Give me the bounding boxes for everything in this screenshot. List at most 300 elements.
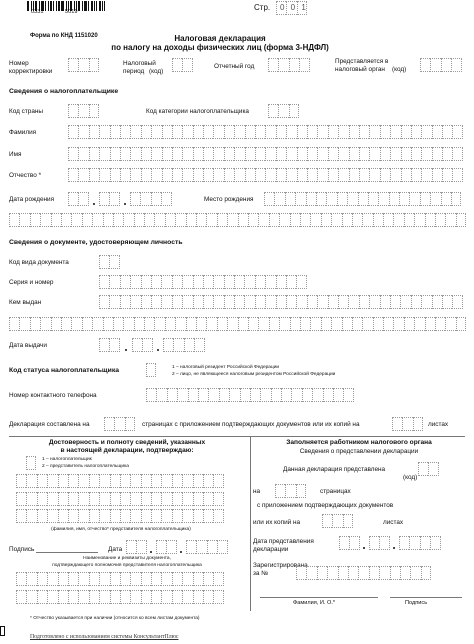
input-cell[interactable] [224, 168, 234, 182]
input-cell[interactable] [323, 388, 333, 402]
input-cell[interactable] [151, 492, 161, 506]
input-cell[interactable] [78, 590, 88, 604]
input-cell[interactable] [110, 572, 120, 586]
input-cell[interactable] [456, 213, 466, 227]
phone-cells[interactable] [146, 388, 354, 402]
input-cell[interactable] [248, 213, 258, 227]
input-cell[interactable] [26, 492, 36, 506]
input-cell[interactable] [193, 492, 203, 506]
representative-name-cells-3[interactable] [16, 509, 224, 523]
input-cell[interactable] [78, 474, 88, 488]
input-cell[interactable] [306, 192, 316, 206]
input-cell[interactable] [130, 474, 140, 488]
input-cell[interactable] [352, 213, 362, 227]
input-cell[interactable] [390, 125, 400, 139]
input-cell[interactable] [182, 492, 192, 506]
representative-name-cells-2[interactable] [16, 492, 224, 506]
input-cell[interactable] [380, 295, 390, 309]
input-cell[interactable] [172, 509, 182, 523]
input-cell[interactable] [151, 275, 161, 289]
input-cell[interactable] [442, 147, 452, 161]
input-cell[interactable] [343, 514, 353, 528]
input-cell[interactable] [151, 509, 161, 523]
input-cell[interactable] [37, 492, 47, 506]
input-cell[interactable] [103, 213, 113, 227]
input-cell[interactable] [400, 566, 410, 580]
input-cell[interactable] [89, 590, 99, 604]
input-cell[interactable] [260, 388, 270, 402]
input-cell[interactable] [89, 509, 99, 523]
input-cell[interactable] [144, 317, 154, 331]
input-cell[interactable] [248, 317, 258, 331]
signature-line[interactable] [36, 552, 98, 553]
input-cell[interactable] [126, 540, 136, 554]
input-cell[interactable] [177, 388, 187, 402]
input-cell[interactable] [47, 590, 57, 604]
input-cell[interactable] [238, 213, 248, 227]
input-cell[interactable] [278, 58, 288, 72]
input-cell[interactable] [78, 509, 88, 523]
input-cell[interactable] [420, 536, 430, 550]
input-cell[interactable] [421, 125, 431, 139]
input-cell[interactable] [40, 317, 50, 331]
input-cell[interactable] [172, 275, 182, 289]
input-cell[interactable] [186, 213, 196, 227]
input-cell[interactable] [451, 58, 461, 72]
input-cell[interactable] [234, 275, 244, 289]
input-cell[interactable] [113, 213, 123, 227]
input-cell[interactable] [68, 147, 78, 161]
input-cell[interactable] [68, 168, 78, 182]
input-cell[interactable] [338, 168, 348, 182]
input-cell[interactable] [240, 388, 250, 402]
input-cell[interactable] [276, 147, 286, 161]
input-cell[interactable] [203, 147, 213, 161]
input-cell[interactable] [255, 295, 265, 309]
input-cell[interactable] [279, 317, 289, 331]
input-cell[interactable] [193, 295, 203, 309]
input-cell[interactable] [193, 572, 203, 586]
input-cell[interactable] [213, 509, 223, 523]
input-cell[interactable] [278, 104, 288, 118]
input-cell[interactable] [430, 192, 440, 206]
input-cell[interactable] [289, 58, 299, 72]
input-cell[interactable] [113, 317, 123, 331]
input-cell[interactable] [156, 540, 166, 554]
input-cell[interactable] [295, 192, 305, 206]
input-cell[interactable] [92, 317, 102, 331]
input-cell[interactable] [338, 566, 348, 580]
input-cell[interactable] [206, 213, 216, 227]
input-cell[interactable] [331, 213, 341, 227]
tax-period-cells[interactable] [172, 58, 193, 72]
input-cell[interactable] [89, 474, 99, 488]
input-cell[interactable] [146, 388, 156, 402]
input-cell[interactable] [404, 317, 414, 331]
input-cell[interactable] [16, 572, 26, 586]
input-cell[interactable] [258, 213, 268, 227]
input-cell[interactable] [369, 566, 379, 580]
input-cell[interactable] [307, 125, 317, 139]
input-cell[interactable] [213, 147, 223, 161]
input-cell[interactable] [110, 125, 120, 139]
input-cell[interactable] [162, 125, 172, 139]
input-cell[interactable] [141, 168, 151, 182]
input-cell[interactable] [401, 125, 411, 139]
input-cell[interactable] [217, 540, 227, 554]
input-cell[interactable] [349, 125, 359, 139]
input-cell[interactable] [409, 536, 419, 550]
input-cell[interactable] [442, 168, 452, 182]
input-cell[interactable] [380, 168, 390, 182]
input-cell[interactable] [182, 125, 192, 139]
input-cell[interactable] [182, 474, 192, 488]
input-cell[interactable] [68, 492, 78, 506]
input-cell[interactable] [245, 125, 255, 139]
input-cell[interactable] [307, 295, 317, 309]
input-cell[interactable] [110, 147, 120, 161]
input-cell[interactable] [99, 192, 109, 206]
input-cell[interactable] [289, 104, 299, 118]
input-cell[interactable] [26, 590, 36, 604]
input-cell[interactable] [120, 590, 130, 604]
input-cell[interactable] [321, 213, 331, 227]
input-cell[interactable] [269, 317, 279, 331]
input-cell[interactable] [141, 590, 151, 604]
input-cell[interactable] [352, 317, 362, 331]
input-cell[interactable] [224, 147, 234, 161]
input-cell[interactable] [196, 213, 206, 227]
input-cell[interactable] [16, 590, 26, 604]
input-cell[interactable] [317, 147, 327, 161]
input-cell[interactable] [104, 417, 114, 431]
issued-by-cells-1[interactable] [99, 295, 463, 309]
input-cell[interactable] [186, 317, 196, 331]
input-cell[interactable] [136, 540, 146, 554]
input-cell[interactable] [401, 147, 411, 161]
input-cell[interactable] [302, 388, 312, 402]
input-cell[interactable] [245, 147, 255, 161]
input-cell[interactable] [268, 58, 278, 72]
input-cell[interactable] [322, 514, 332, 528]
input-cell[interactable] [359, 125, 369, 139]
input-cell[interactable] [401, 168, 411, 182]
input-cell[interactable] [281, 388, 291, 402]
reporting-year-cells[interactable] [268, 58, 310, 72]
input-cell[interactable] [428, 462, 438, 476]
surname-cells[interactable] [68, 125, 463, 139]
input-cell[interactable] [425, 213, 435, 227]
input-cell[interactable] [130, 572, 140, 586]
input-cell[interactable] [203, 295, 213, 309]
input-cell[interactable] [130, 125, 140, 139]
input-cell[interactable] [99, 275, 109, 289]
input-cell[interactable] [452, 147, 462, 161]
input-cell[interactable] [234, 295, 244, 309]
input-cell[interactable] [61, 317, 71, 331]
input-cell[interactable] [435, 317, 445, 331]
input-cell[interactable] [144, 213, 154, 227]
input-cell[interactable] [68, 58, 78, 72]
input-cell[interactable] [414, 317, 424, 331]
input-cell[interactable] [193, 509, 203, 523]
input-cell[interactable] [68, 572, 78, 586]
input-cell[interactable] [99, 147, 109, 161]
input-cell[interactable] [37, 509, 47, 523]
input-cell[interactable] [362, 213, 372, 227]
input-cell[interactable] [109, 275, 119, 289]
input-cell[interactable] [120, 295, 130, 309]
input-cell[interactable] [285, 192, 295, 206]
input-cell[interactable] [162, 168, 172, 182]
input-cell[interactable] [151, 572, 161, 586]
input-cell[interactable] [290, 317, 300, 331]
input-cell[interactable] [207, 540, 217, 554]
input-cell[interactable] [420, 58, 430, 72]
input-cell[interactable] [441, 58, 451, 72]
input-cell[interactable] [208, 388, 218, 402]
input-cell[interactable] [166, 540, 176, 554]
input-cell[interactable] [161, 275, 171, 289]
series-number-cells[interactable] [99, 275, 307, 289]
input-cell[interactable] [328, 295, 338, 309]
input-cell[interactable] [290, 213, 300, 227]
input-cell[interactable] [16, 492, 26, 506]
input-cell[interactable] [383, 317, 393, 331]
input-cell[interactable] [307, 147, 317, 161]
input-cell[interactable] [151, 192, 161, 206]
input-cell[interactable] [151, 295, 161, 309]
input-cell[interactable] [196, 317, 206, 331]
input-cell[interactable] [425, 317, 435, 331]
issue-day-cells[interactable] [99, 338, 120, 352]
input-cell[interactable] [213, 125, 223, 139]
input-cell[interactable] [71, 317, 81, 331]
input-cell[interactable] [348, 566, 358, 580]
input-cell[interactable] [78, 492, 88, 506]
input-cell[interactable] [99, 255, 109, 269]
input-cell[interactable] [421, 147, 431, 161]
input-cell[interactable] [172, 295, 182, 309]
input-cell[interactable] [442, 295, 452, 309]
input-cell[interactable] [146, 363, 156, 377]
composition-sheets-cells[interactable] [392, 417, 423, 431]
input-cell[interactable] [99, 474, 109, 488]
input-cell[interactable] [161, 572, 171, 586]
patronymic-cells[interactable] [68, 168, 463, 182]
input-cell[interactable] [255, 147, 265, 161]
input-cell[interactable] [400, 295, 410, 309]
input-cell[interactable] [40, 213, 50, 227]
input-cell[interactable] [420, 192, 430, 206]
input-cell[interactable] [389, 192, 399, 206]
input-cell[interactable] [19, 317, 29, 331]
office-pages-cells[interactable] [275, 484, 306, 498]
input-cell[interactable] [265, 125, 275, 139]
input-cell[interactable] [120, 572, 130, 586]
input-cell[interactable] [286, 147, 296, 161]
input-cell[interactable] [255, 168, 265, 182]
input-cell[interactable] [58, 509, 68, 523]
input-cell[interactable] [182, 168, 192, 182]
input-cell[interactable] [265, 147, 275, 161]
input-cell[interactable] [338, 295, 348, 309]
input-cell[interactable] [402, 417, 412, 431]
input-cell[interactable] [151, 590, 161, 604]
input-cell[interactable] [432, 295, 442, 309]
input-cell[interactable] [120, 509, 130, 523]
input-cell[interactable] [421, 566, 431, 580]
input-cell[interactable] [172, 168, 182, 182]
input-cell[interactable] [445, 213, 455, 227]
input-cell[interactable] [342, 317, 352, 331]
input-cell[interactable] [109, 295, 119, 309]
input-cell[interactable] [380, 147, 390, 161]
input-cell[interactable] [258, 317, 268, 331]
input-cell[interactable] [430, 536, 440, 550]
input-cell[interactable] [264, 192, 274, 206]
input-cell[interactable] [99, 509, 109, 523]
signature-line-office[interactable] [390, 597, 462, 598]
input-cell[interactable] [359, 295, 369, 309]
input-cell[interactable] [154, 213, 164, 227]
input-cell[interactable] [442, 125, 452, 139]
input-cell[interactable] [193, 275, 203, 289]
input-cell[interactable] [182, 147, 192, 161]
submission-month-cells[interactable] [369, 536, 390, 550]
input-cell[interactable] [78, 125, 88, 139]
input-cell[interactable] [161, 192, 171, 206]
input-cell[interactable] [368, 192, 378, 206]
input-cell[interactable] [445, 317, 455, 331]
input-cell[interactable] [297, 125, 307, 139]
input-cell[interactable] [30, 213, 40, 227]
input-cell[interactable] [274, 192, 284, 206]
submission-day-cells[interactable] [339, 536, 360, 550]
input-cell[interactable] [82, 317, 92, 331]
input-cell[interactable] [99, 572, 109, 586]
input-cell[interactable] [109, 192, 119, 206]
input-cell[interactable] [58, 572, 68, 586]
input-cell[interactable] [213, 295, 223, 309]
input-cell[interactable] [156, 388, 166, 402]
input-cell[interactable] [123, 317, 133, 331]
input-cell[interactable] [203, 509, 213, 523]
sign-year-cells[interactable] [186, 540, 228, 554]
input-cell[interactable] [89, 125, 99, 139]
input-cell[interactable] [217, 213, 227, 227]
input-cell[interactable] [182, 572, 192, 586]
input-cell[interactable] [89, 168, 99, 182]
input-cell[interactable] [297, 168, 307, 182]
input-cell[interactable] [68, 474, 78, 488]
input-cell[interactable] [369, 125, 379, 139]
input-cell[interactable] [193, 474, 203, 488]
input-cell[interactable] [348, 295, 358, 309]
input-cell[interactable] [342, 213, 352, 227]
input-cell[interactable] [379, 536, 389, 550]
input-cell[interactable] [193, 147, 203, 161]
input-cell[interactable] [109, 255, 119, 269]
input-cell[interactable] [89, 104, 99, 118]
input-cell[interactable] [265, 275, 275, 289]
input-cell[interactable] [130, 147, 140, 161]
input-cell[interactable] [173, 338, 183, 352]
input-cell[interactable] [151, 125, 161, 139]
category-code-cells[interactable] [268, 104, 299, 118]
input-cell[interactable] [109, 338, 119, 352]
input-cell[interactable] [373, 213, 383, 227]
input-cell[interactable] [358, 192, 368, 206]
input-cell[interactable] [130, 509, 140, 523]
input-cell[interactable] [120, 474, 130, 488]
input-cell[interactable] [421, 295, 431, 309]
input-cell[interactable] [338, 125, 348, 139]
input-cell[interactable] [203, 492, 213, 506]
birth-place-cells-2[interactable] [9, 213, 466, 227]
input-cell[interactable] [162, 147, 172, 161]
input-cell[interactable] [120, 125, 130, 139]
input-cell[interactable] [390, 295, 400, 309]
input-cell[interactable] [141, 275, 151, 289]
input-cell[interactable] [37, 590, 47, 604]
input-cell[interactable] [123, 213, 133, 227]
input-cell[interactable] [78, 168, 88, 182]
input-cell[interactable] [182, 275, 192, 289]
composition-pages-cells[interactable] [104, 417, 135, 431]
input-cell[interactable] [99, 295, 109, 309]
input-cell[interactable] [234, 147, 244, 161]
input-cell[interactable] [167, 388, 177, 402]
input-cell[interactable] [184, 338, 194, 352]
input-cell[interactable] [410, 566, 420, 580]
input-cell[interactable] [378, 192, 388, 206]
input-cell[interactable] [37, 572, 47, 586]
input-cell[interactable] [89, 572, 99, 586]
input-cell[interactable] [26, 572, 36, 586]
input-cell[interactable] [269, 213, 279, 227]
country-code-cells[interactable] [68, 104, 99, 118]
input-cell[interactable] [271, 388, 281, 402]
input-cell[interactable] [276, 295, 286, 309]
input-cell[interactable] [359, 168, 369, 182]
input-cell[interactable] [61, 213, 71, 227]
issued-by-cells-2[interactable] [9, 317, 466, 331]
input-cell[interactable] [161, 590, 171, 604]
input-cell[interactable] [286, 295, 296, 309]
office-sheets-cells[interactable] [322, 514, 353, 528]
input-cell[interactable] [78, 147, 88, 161]
input-cell[interactable] [286, 275, 296, 289]
input-cell[interactable] [300, 317, 310, 331]
input-cell[interactable] [58, 590, 68, 604]
input-cell[interactable] [99, 590, 109, 604]
input-cell[interactable] [399, 536, 409, 550]
input-cell[interactable] [68, 192, 78, 206]
input-cell[interactable] [26, 509, 36, 523]
input-cell[interactable] [265, 168, 275, 182]
input-cell[interactable] [141, 509, 151, 523]
input-cell[interactable] [307, 168, 317, 182]
input-cell[interactable] [244, 275, 254, 289]
input-cell[interactable] [68, 125, 78, 139]
status-cell[interactable] [146, 363, 156, 377]
input-cell[interactable] [390, 168, 400, 182]
input-cell[interactable] [140, 192, 150, 206]
first-name-cells[interactable] [68, 147, 463, 161]
input-cell[interactable] [141, 572, 151, 586]
input-cell[interactable] [172, 572, 182, 586]
